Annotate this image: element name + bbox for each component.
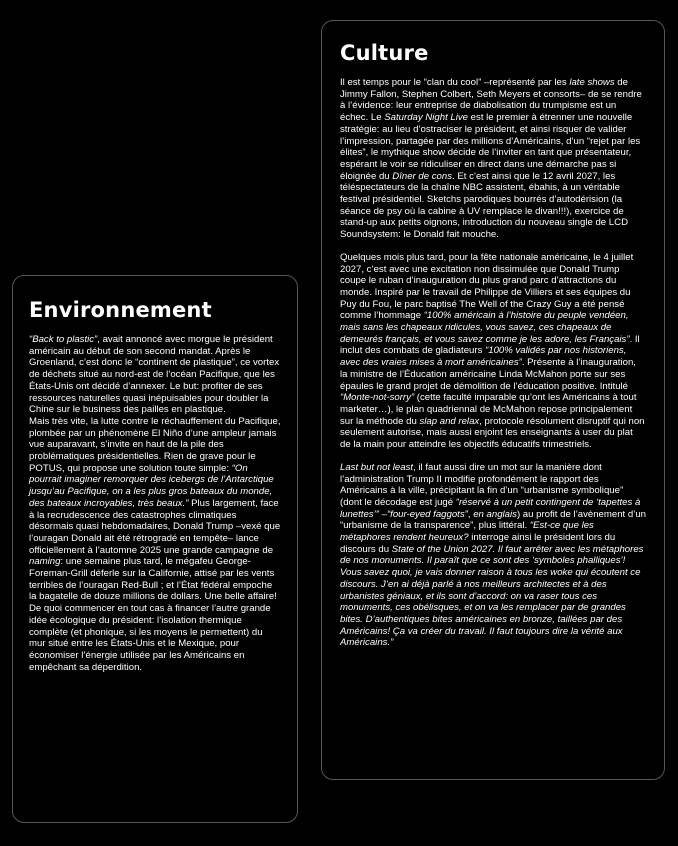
italic-run: slap and relax [419,415,480,427]
italic-run: Dîner de cons [392,170,453,182]
italic-run: “four-eyed faggots” [386,508,468,520]
italic-run: “100% validés par nos historiens, avec des vraies mises à mort américaines” [340,345,627,369]
culture-paragraph: Last but not least, il faut aussi dire un mot sur la manière dont l’administration Trump II modifie profondément le rapport des Américains à la ville, précipitant la fin d’un “urbanisme symbolique” (dont le décodage est jugé “réservé à un petit contingent de ‘tapettes à lunettes’” –“four-eyed faggots”, en anglais) au profit de l’avènement d’un “urbanisme de la transparence”, plus littéral. “Est-ce que les métaphores rendent heureux? interroge ainsi le président lors du discours du State of the Union 2027. Il faut arrêter avec les métaphores de nos monuments. Il paraît que ce sont des ‘symboles phalliques’! Vous savez quoi, je vais donner raison à tous les woke qui écoutent ce discours. J’en ai déjà parlé à nos meilleurs architectes et à des urbanistes géniaux, et ils sont d’accord: on va raser tous ces monuments, ces obélisques, et on va les remplacer par de grandes bites. D’authentiques bites américaines en bronze, taillées par des Américains! Ça va créer du travail. Il faut toujours dire la vérité aux Américains.” [340,461,646,649]
italic-run: “On pourrait imaginer remorquer des icebergs de l’Antarctique jusqu’au Pacifique, on a les plus gros bateaux du monde, des bateaux incroyables, très beaux.” [29,462,274,509]
italic-run: “réservé à un petit contingent de ‘tapettes à lunettes’” [340,496,641,520]
italic-run: naming [29,556,61,568]
italic-run: “100% américain à l’histoire du peuple vendéen, mais sans les chapeaux ridicules, vous savez, ces chapeaux de demeurés français, et vous savez comme je les adore, les Français” [340,310,630,345]
italic-run: Saturday Night Live [384,112,469,124]
environnement-paragraph: Mais très vite, la lutte contre le réchauffement du Pacifique, plombée par un phénomène El Niño d’une ampleur jamais vue auparavant, s’invite en haut de la pile des problématiques présidentielles. Rien de grave pour le POTUS, qui propose une solution toute simple: “On pourrait imaginer remorquer des icebergs de l’Antarctique jusqu’au Pacifique, on a les plus gros bateaux du monde, des bateaux incroyables, très beaux.” Plus largement, face à la recrudescence des catastrophes climatiques désormais quasi hebdomadaires, Donald Trump –vexé que l’ouragan Donald ait été rétrogradé en tempête– lance officiellement à l’automne 2025 une grande campagne de naming: une semaine plus tard, le mégafeu George-Foreman-Grill déferle sur la Californie, attisé par les vents terribles de l’ouragan Red-Bull ; et l’État fédéral empoche la bagatelle de douze millions de dollars. Une belle affaire! De quoi commencer en tout cas à financer l’autre grande idée écologique du président: l’isolation thermique complète (et phonique, si les moyens le permettent) du mur situé entre les États-Unis et le Mexique, pour économiser l’énergie utilisée par les Américains en empêchant sa déperdition. [29,415,281,673]
italic-run: State of the Union 2027. Il faut arrêter avec les métaphores de nos monuments. Il paraît que ce sont des ‘symboles phalliques’! Vous savez quoi, je vais donner raison à tous les woke qui écoutent ce discours. J’en ai déjà parlé à nos meilleurs architectes et à des urbanistes géniaux, et ils sont d’accord: on va raser tous ces monuments, ces obélisques, et on va les remplacer par de grandes bites. D’authentiques bites américaines en bronze, taillées par des Américains! Ça va créer du travail. Il faut toujours dire la vérité aux Américains.” [340,543,644,649]
culture-card [321,20,665,780]
environnement-body [29,334,281,673]
culture-body [340,77,646,649]
environnement-card [12,275,298,823]
italic-run: “Monte-not-sorry” [340,392,415,404]
italic-run: “Est-ce que les métaphores rendent heureux? [340,520,594,544]
environnement-heading: Environnement [29,298,212,322]
italic-run: late shows [569,77,615,88]
culture-heading: Culture [340,41,429,65]
italic-run: “Back to plastic” [29,334,98,345]
italic-run: en anglais [473,508,517,520]
environnement-paragraph: “Back to plastic”, avait annoncé avec morgue le président américain au début de son second mandat. Après le Groenland, c’est donc le “continent de plastique”, ce vortex de déchets situé au nord-est de l’océan Pacifique, que les États-Unis ont décidé d’annexer. Le but: profiter de ses ressources naturelles quasi inépuisables pour doubler la Chine sur le business des pailles en plastique. [29,334,280,416]
italic-run: Last but not least [340,461,414,473]
culture-paragraph: Quelques mois plus tard, pour la fête nationale américaine, le 4 juillet 2027, c’est avec une excitation non dissimulée que Donald Trump coupe le ruban d’inauguration du plus grand parc d’attractions du monde. Inspiré par le travail de Philippe de Villiers et ses équipes du Puy du Fou, le parc baptisé The Well of the Crazy Guy a été pensé comme l’hommage “100% américain à l’histoire du peuple vendéen, mais sans les chapeaux ridicules, vous savez, ces chapeaux de demeurés français, et vous savez comme je les adore, les Français”. Il inclut des combats de gladiateurs “100% validés par nos historiens, avec des vraies mises à mort américaines”. Présente à l’inauguration, la ministre de l’Éducation américaine Linda McMahon porte sur ses épaules le grand projet de démolition de l’éducation positive. Intitulé “Monte-not-sorry” (cette faculté imparable qu’ont les Américains à tout marketer…), le plan quadriennal de McMahon repose principalement sur la méthode du slap and relax, protocole résolument disruptif qui non seulement autorise, mais aussi enjoint les enseignants à user du plat de la main pour atteindre les objectifs éducatifs trimestriels. [340,251,645,451]
culture-paragraph: Il est temps pour le “clan du cool” –représenté par les late shows de Jimmy Fallon, Stephen Colbert, Seth Meyers et consorts– de se rendre à l’évidence: leur entreprise de diabolisation du trumpisme est un échec. Le Saturday Night Live est le premier à étrenner une nouvelle stratégie: au lieu d’ostraciser le président, et ainsi risquer de valider l’impression, partagée par des millions d’Américains, d’un “rejet par les élites”, le mythique show décide de l’inviter en tant que présentateur, espérant le voir se ridiculiser en direct dans une démarche pas si éloignée du Dîner de cons. Et c’est ainsi que le 12 avril 2027, les téléspectateurs de la chaîne NBC assistent, ébahis, à un véritable festival présidentiel. Sketchs parodiques bourrés d’autodérision (la séance de psy où la cabine à UV remplace le divan!!!), exercice de stand-up aux petits oignons, introduction du nouveau single de LCD Soundsystem: le Donald fait mouche. [340,77,642,241]
